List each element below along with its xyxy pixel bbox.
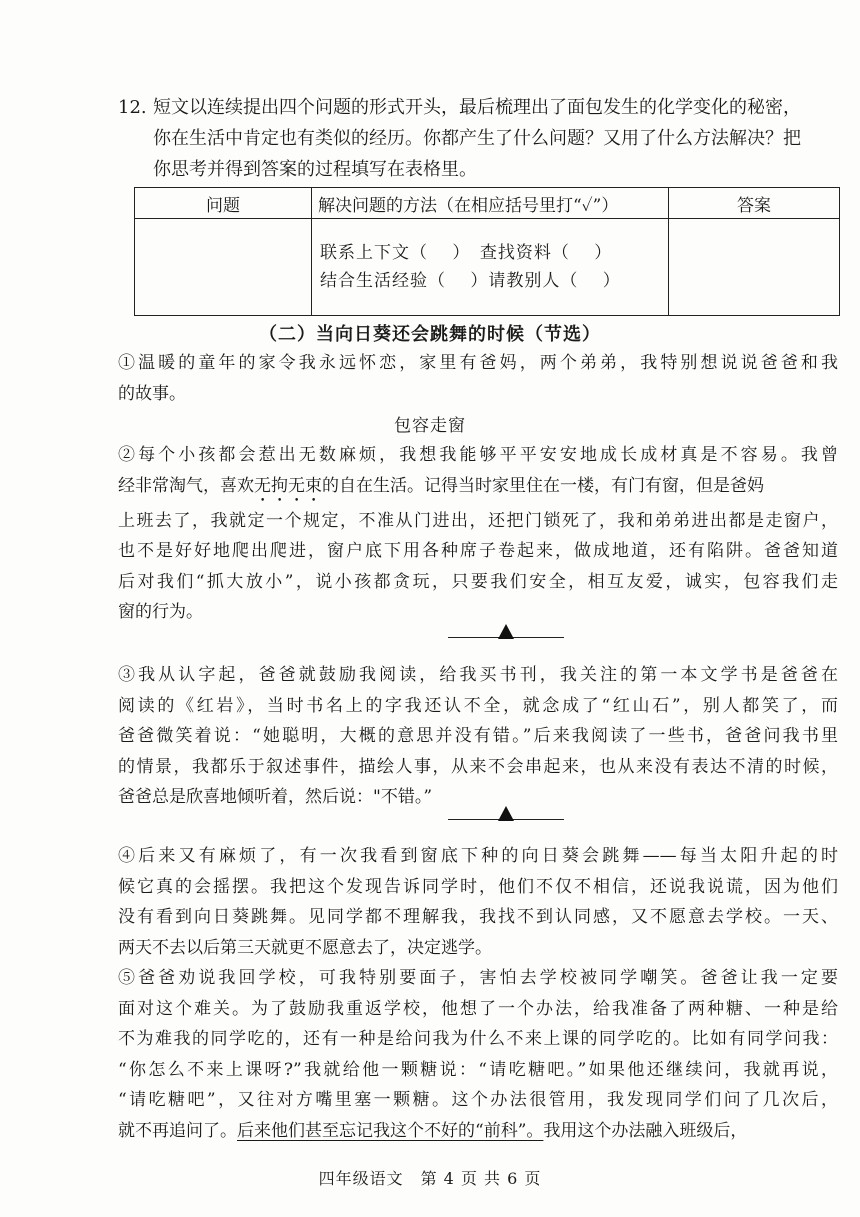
text-line: “请吃糖吧”，又往对方嘴里塞一颗糖。这个办法很管用，我发现同学们问了几次后， <box>118 1090 838 1110</box>
text-line: 阅读的《红岩》，当时书名上的字我还认不全，就念成了“红山石”，别人都笑了，而 <box>118 695 838 716</box>
section-title: （二）当向日葵还会跳舞的时候（节选） <box>259 324 601 345</box>
triangle-icon <box>498 624 514 639</box>
text-line: ⑤爸爸劝说我回学校，可我特别要面子，害怕去学校被同学嘲笑。爸爸让我一定要 <box>118 968 838 988</box>
text-line: 的故事。 <box>118 383 186 404</box>
text-segment: 我用这个办法融入班级后， <box>543 1120 748 1141</box>
question-number: 12. <box>118 97 147 118</box>
underlined-sentence: 后来他们甚至忘记我这个不好的“前科”。 <box>237 1120 544 1141</box>
text-line: 两天不去以后第三天就更不愿意去了，决定逃学。 <box>118 937 492 958</box>
text-line: 爸爸微笑着说：“她聪明，大概的意思并没有错。”后来我阅读了一些书，爸爸问我书里 <box>118 726 838 746</box>
header-method: 解决问题的方法（在相应括号里打“✓”） <box>312 188 669 219</box>
paragraph-1 <box>118 348 838 409</box>
text-line: 不为难我的同学吃的，还有一种是给问我为什么不来上课的同学吃的。比如有同学问我： <box>118 1029 838 1049</box>
answer-cell[interactable] <box>669 219 840 316</box>
method-options-line[interactable]: 联系上下文（ ） 查找资料（ ） <box>320 243 613 263</box>
text-line: 候它真的会摇摆。我把这个发现告诉同学时，他们不仅不相信，还说我说谎，因为他们 <box>118 876 838 897</box>
table-header-row <box>135 188 840 219</box>
text-line: 没有看到向日葵跳舞。见同学都不理解我，我找不到认同感，又不愿意去学校。一天、 <box>118 907 838 927</box>
triangle-icon <box>498 806 514 821</box>
text-segment: 就不再追问了。 <box>118 1120 237 1141</box>
text-line: “你怎么不来上课呀?”我就给他一颗糖说：“请吃糖吧。”如果他还继续问，我就再说， <box>118 1059 838 1080</box>
text-segment: 经非常淘气，喜欢 <box>118 475 254 496</box>
question-text-line: 你在生活中肯定也有类似的经历。你都产生了什么问题？又用了什么方法解决？把 <box>153 128 801 149</box>
text-line: ①温暖的童年的家令我永远怀恋，家里有爸妈，两个弟弟，我特别想说说爸爸和我 <box>118 353 838 373</box>
paragraph-2 <box>118 440 838 628</box>
text-line: 爸爸总是欣喜地倾听着，然后说："不错。” <box>118 787 433 807</box>
text-line <box>118 1116 838 1147</box>
paragraph-4 <box>118 841 838 963</box>
question-text-line: 短文以连续提出四个问题的形式开头，最后梳理出了面包发生的化学变化的秘密， <box>153 97 801 118</box>
fill-in-blank-2[interactable] <box>448 806 564 826</box>
question-12 <box>118 92 838 185</box>
paragraph-3 <box>118 660 838 813</box>
text-line: 后对我们“抓大放小”，说小孩都贪玩，只要我们安全，相互友爱，诚实，包容我们走 <box>118 571 838 592</box>
answer-table <box>134 187 840 316</box>
table-row <box>135 219 840 316</box>
text-line: ②每个小孩都会惹出无数麻烦，我想我能够平平安安地成长成材真是不容易。我曾 <box>118 445 838 465</box>
text-line: ③我从认字起，爸爸就鼓励我阅读，给我买书刊，我关注的第一本文学书是爸爸在 <box>118 665 838 685</box>
paragraph-5 <box>118 963 838 1146</box>
text-line: ④后来又有麻烦了，有一次我看到窗底下种的向日葵会跳舞——每当太阳升起的时 <box>118 846 838 866</box>
emphasized-phrase: 无拘无束 <box>254 475 322 496</box>
header-answer: 答案 <box>669 188 840 219</box>
fill-in-blank-1[interactable] <box>448 624 564 644</box>
method-cell <box>312 219 669 316</box>
text-line: 也不是好好地爬出爬进，窗户底下用各种席子卷起来，做成地道，还有陷阱。爸爸知道 <box>118 541 838 561</box>
problem-cell[interactable] <box>135 219 312 316</box>
text-line: 窗的行为。 <box>118 602 203 622</box>
text-line: 的情景，我都乐于叙述事件，描绘人事，从来不会串起来，也从来没有表达不清的时候， <box>118 756 838 777</box>
text-line: 面对这个难关。为了鼓励我重返学校，他想了一个办法，给我准备了两种糖、一种是给 <box>118 998 838 1019</box>
page-footer: 四年级语文 第 4 页 共 6 页 <box>318 1169 542 1188</box>
text-line: 上班去了，我就定一个规定，不准从门进出，还把门锁死了，我和弟弟进出都是走窗户， <box>118 510 838 531</box>
question-text-line: 你思考并得到答案的过程填写在表格里。 <box>153 159 477 180</box>
method-options-line[interactable]: 结合生活经验（ ）请教别人（ ） <box>320 271 621 291</box>
header-problem: 问题 <box>135 188 312 219</box>
subsection-title: 包容走窗 <box>394 416 466 436</box>
text-line <box>118 471 838 506</box>
text-segment: 的自在生活。记得当时家里住在一楼，有门有窗，但是爸妈 <box>322 475 764 496</box>
